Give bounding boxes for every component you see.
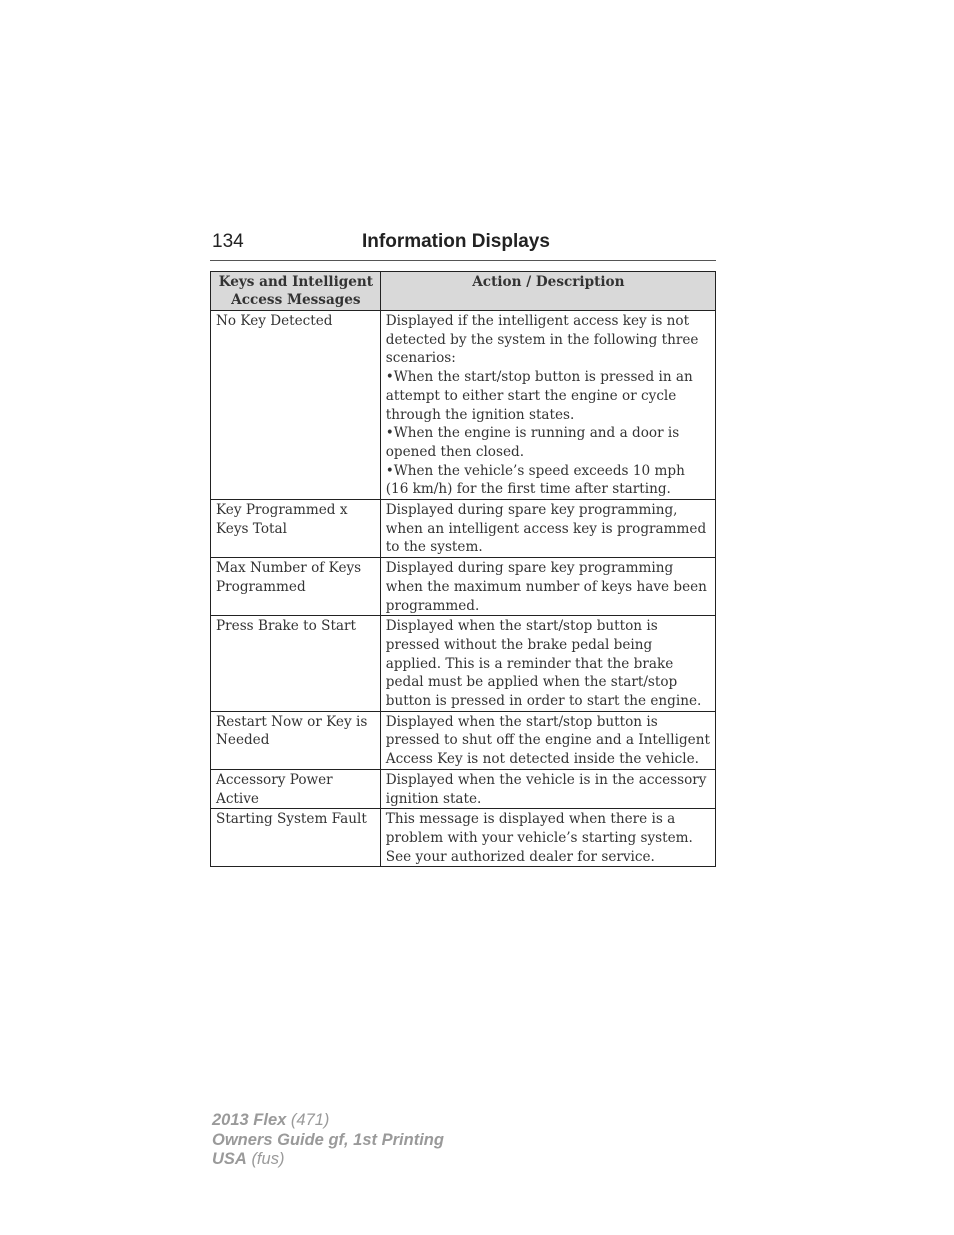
footer-market: USA	[212, 1150, 247, 1168]
column-header-description: Action / Description	[380, 272, 715, 311]
page-footer	[212, 1111, 444, 1170]
description-cell: Displayed when the start/stop button is pressed to shut off the engine and a Intelligent Access Key is not detected inside the vehicle.	[380, 711, 715, 769]
message-cell: Starting System Fault	[211, 809, 381, 867]
footer-market-code: (fus)	[251, 1150, 285, 1168]
page-number: 134	[212, 231, 244, 252]
message-cell: No Key Detected	[211, 311, 381, 500]
table-header-row	[211, 272, 716, 311]
footer-model-line	[212, 1111, 444, 1131]
table-row	[211, 500, 716, 558]
table-row	[211, 769, 716, 808]
message-cell: Key Programmed x Keys Total	[211, 500, 381, 558]
message-cell: Max Number of Keys Programmed	[211, 558, 381, 616]
footer-guide: Owners Guide gf, 1st Printing	[212, 1130, 444, 1149]
footer-market-line	[212, 1150, 444, 1170]
description-bullet: •When the start/stop button is pressed in an attempt to either start the engine or cycle through the ignition states.	[385, 369, 693, 423]
table-row	[211, 558, 716, 616]
message-cell: Press Brake to Start	[211, 616, 381, 712]
column-header-messages: Keys and Intelligent Access Messages	[211, 272, 381, 311]
page-header	[210, 228, 716, 261]
table-row	[211, 809, 716, 867]
footer-model: 2013 Flex	[212, 1111, 287, 1129]
section-title: Information Displays	[362, 231, 550, 252]
footer-guide-line	[212, 1131, 444, 1151]
description-text: Displayed if the intelligent access key is not detected by the system in the following three scenarios:	[385, 313, 699, 367]
description-bullet: •When the vehicle’s speed exceeds 10 mph (16 km/h) for the first time after starting.	[385, 462, 685, 498]
description-cell	[380, 311, 715, 500]
description-cell: Displayed when the vehicle is in the accessory ignition state.	[380, 769, 715, 808]
footer-model-code: (471)	[290, 1111, 330, 1129]
table-row	[211, 311, 716, 500]
description-cell: Displayed when the start/stop button is pressed without the brake pedal being applied. This is a reminder that the brake pedal must be applied when the start/stop button is pressed in order to start the engine.	[380, 616, 715, 712]
description-cell: This message is displayed when there is a problem with your vehicle’s starting system. See your authorized dealer for service.	[380, 809, 715, 867]
message-cell: Accessory Power Active	[211, 769, 381, 808]
message-cell: Restart Now or Key is Needed	[211, 711, 381, 769]
table-row	[211, 616, 716, 712]
description-cell: Displayed during spare key programming when the maximum number of keys have been programmed.	[380, 558, 715, 616]
key-messages-table	[210, 271, 716, 867]
description-bullet: •When the engine is running and a door is opened then closed.	[385, 425, 680, 460]
table-row	[211, 711, 716, 769]
description-cell: Displayed during spare key programming, when an intelligent access key is programmed to the system.	[380, 500, 715, 558]
